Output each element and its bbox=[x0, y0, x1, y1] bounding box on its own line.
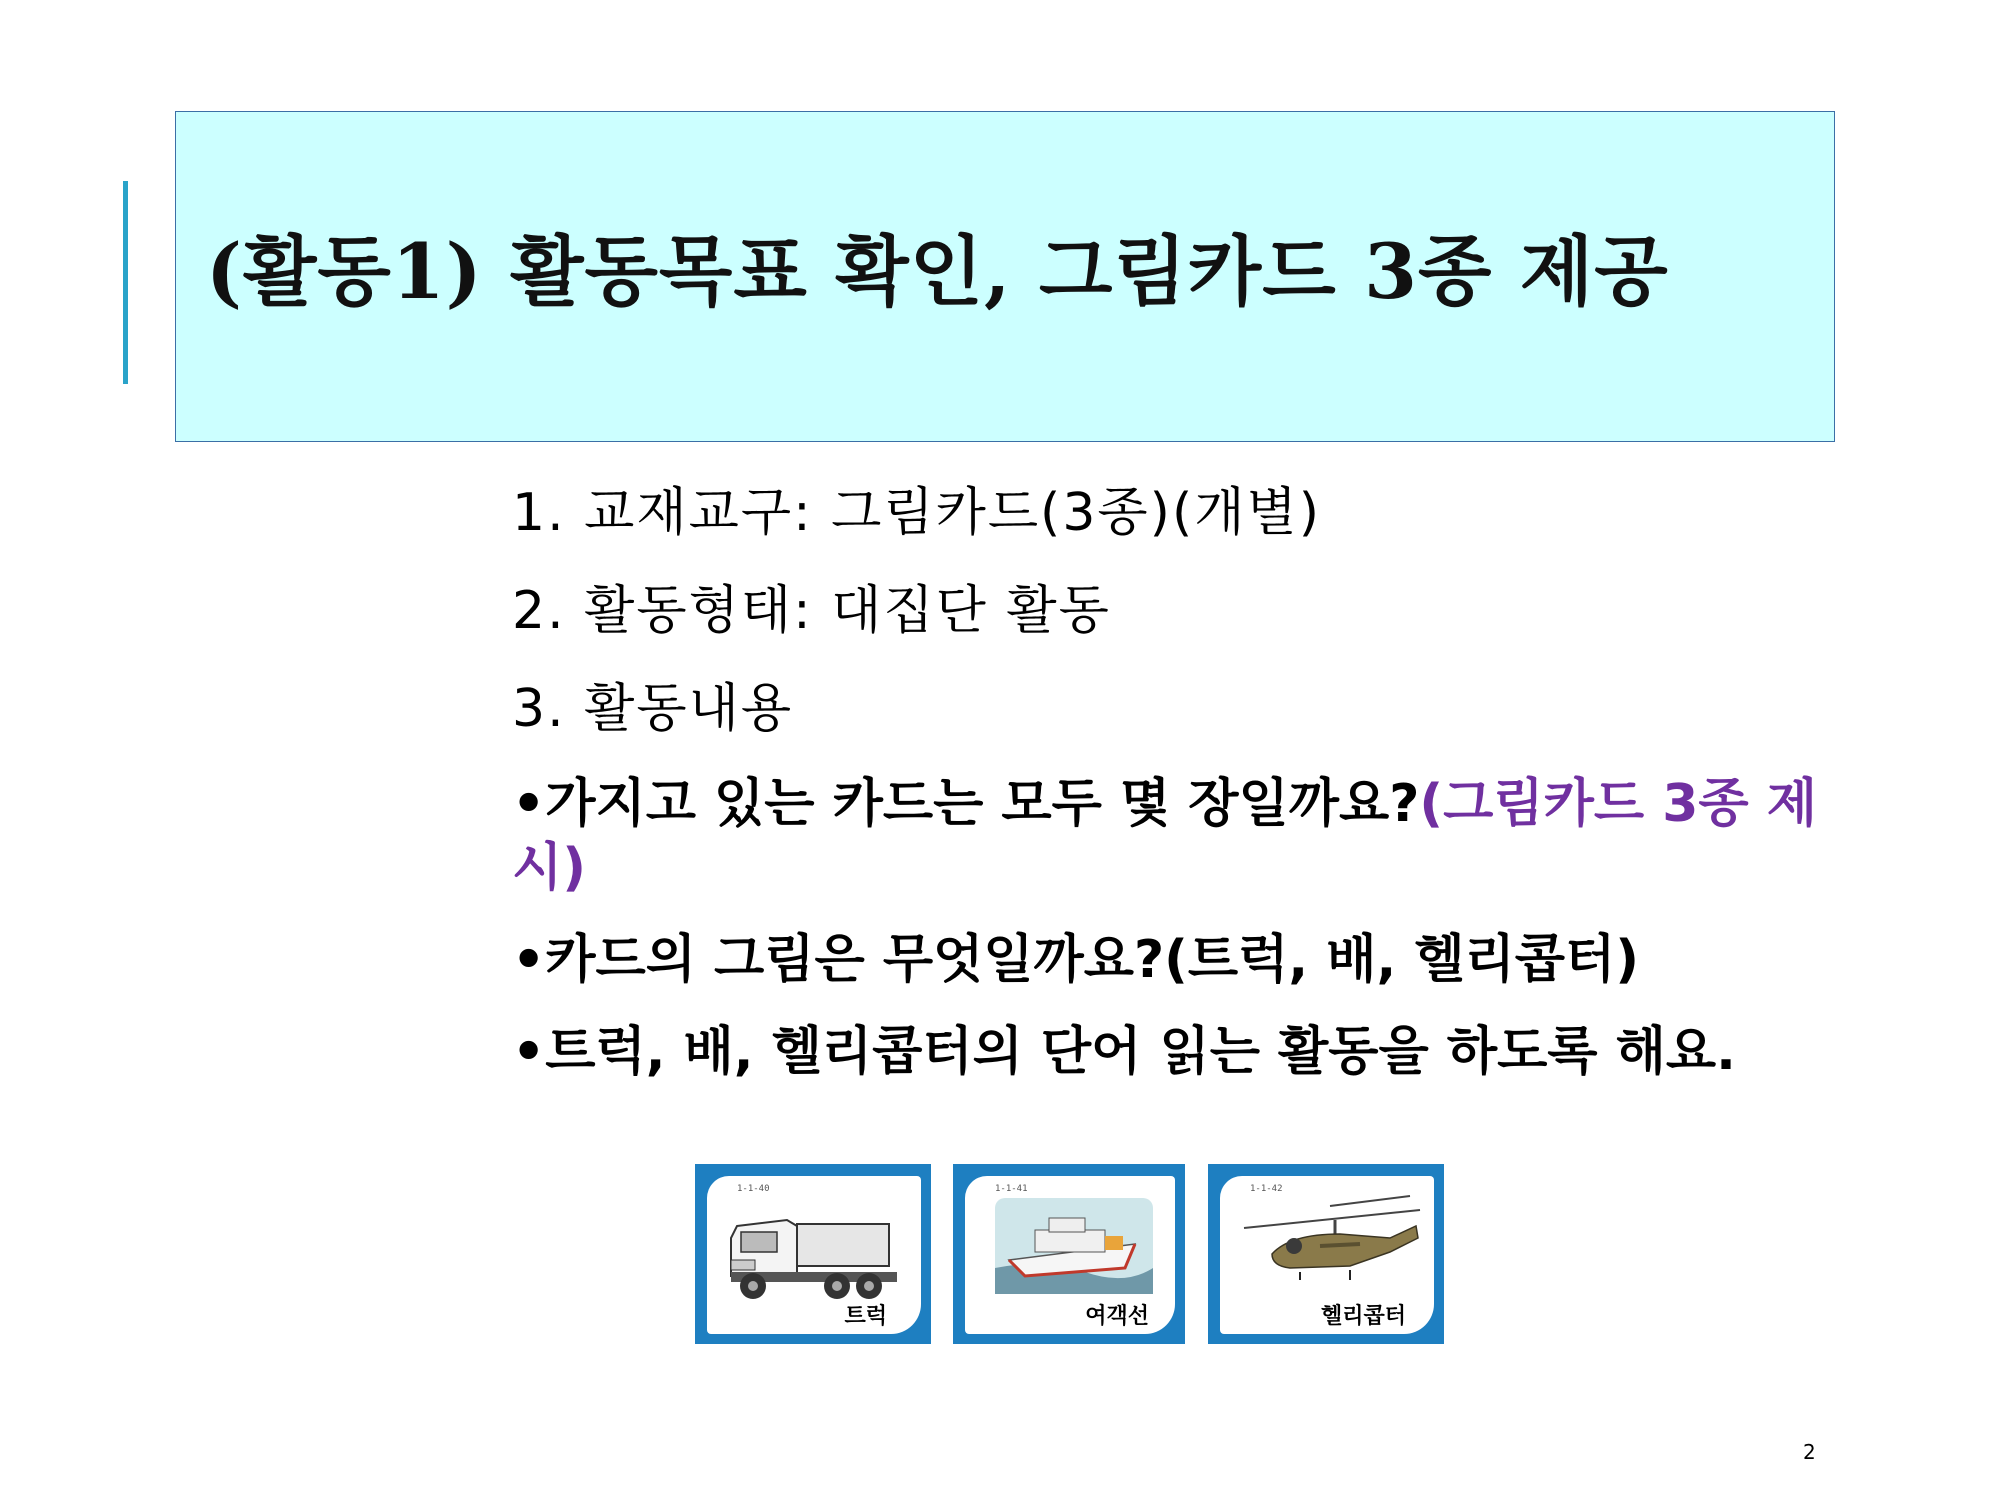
card-ship bbox=[953, 1164, 1185, 1344]
page-number: 2 bbox=[1803, 1440, 1816, 1464]
bullet-text: •카드의 그림은 무엇일까요?(트럭, 배, 헬리콥터) bbox=[512, 930, 1640, 990]
item-format: 2. 활동형태: 대집단 활동 bbox=[512, 581, 1111, 641]
bullet-text: •가지고 있는 카드는 모두 몇 장일까요? bbox=[512, 774, 1420, 834]
card-code: 1-1-40 bbox=[737, 1184, 770, 1194]
picture-cards bbox=[695, 1164, 1440, 1346]
card-label: 헬리콥터 bbox=[1320, 1304, 1406, 1329]
card-helicopter bbox=[1208, 1164, 1444, 1344]
slide-title: (활동1) 활동목표 확인, 그림카드 3종 제공 bbox=[206, 227, 1669, 316]
bullet-card-count bbox=[512, 772, 1852, 900]
title-box bbox=[175, 111, 1835, 442]
accent-bar bbox=[123, 181, 128, 384]
bullet-reading-activity bbox=[512, 1020, 1852, 1084]
card-truck bbox=[695, 1164, 931, 1344]
card-label: 여객선 bbox=[1085, 1304, 1149, 1329]
truck-icon bbox=[707, 1176, 921, 1334]
card-label: 트럭 bbox=[844, 1304, 887, 1329]
bullet-note: (그림카드 3종 제시) bbox=[512, 774, 1817, 898]
item-content: 3. 활동내용 bbox=[512, 679, 794, 739]
card-face bbox=[965, 1176, 1175, 1334]
card-code: 1-1-41 bbox=[995, 1184, 1028, 1194]
bullet-text: •트럭, 배, 헬리콥터의 단어 읽는 활동을 하도록 해요. bbox=[512, 1022, 1736, 1082]
item-materials: 1. 교재교구: 그림카드(3종)(개별) bbox=[512, 483, 1321, 543]
card-face bbox=[1220, 1176, 1434, 1334]
card-code: 1-1-42 bbox=[1250, 1184, 1283, 1194]
slide-body bbox=[512, 478, 1852, 1112]
card-face bbox=[707, 1176, 921, 1334]
bullet-card-pictures bbox=[512, 928, 1852, 992]
